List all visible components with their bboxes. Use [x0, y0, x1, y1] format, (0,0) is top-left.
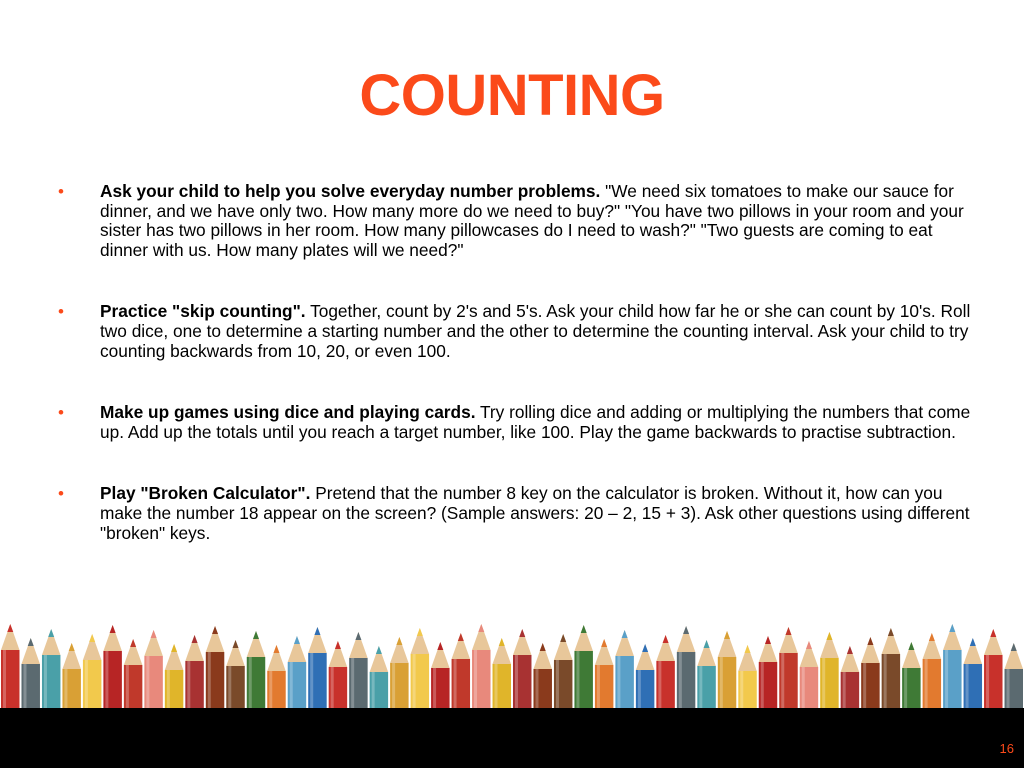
bullet-text: "We need six tomatoes to make our sauce for dinner, and we have only two. How many more do we need to buy?" "You have two pillows in your room and your sister has two pillows in her room. How many pillowcases do I need to wash?" "Two guests are coming to eat dinner with us. How many plates will we need?" — [100, 181, 964, 260]
bullet-item — [58, 484, 973, 543]
pencil-icon — [513, 629, 531, 710]
pencil-icon — [452, 633, 470, 710]
pencil-icon — [738, 645, 756, 710]
pencil-icon — [370, 646, 388, 710]
pencil-icon — [308, 627, 326, 710]
bullet-dot-icon: • — [58, 182, 64, 201]
pencil-icon — [288, 636, 306, 710]
slide-title: COUNTING — [359, 63, 665, 128]
pencil-icon — [697, 640, 715, 710]
pencil-icon — [21, 638, 39, 710]
pencil-icon — [861, 637, 879, 710]
pencil-icon — [62, 643, 80, 710]
bullet-heading: Play "Broken Calculator". — [100, 483, 311, 504]
pencil-icon — [759, 636, 777, 710]
pencil-icon — [820, 632, 838, 710]
bullet-dot-icon: • — [58, 484, 64, 504]
pencil-icon — [472, 624, 490, 710]
pencil-icon — [841, 646, 859, 710]
bullet-item — [58, 403, 973, 442]
bullet-text: Pretend that the number 8 key on the calculator is broken. Without it, how can you make the number 18 appear on the screen? (Sample answers: 20 – 2, 15 + 3). Ask other questions using different "broken" keys. — [100, 483, 970, 543]
pencil-icon — [493, 638, 511, 710]
bullet-text: Together, count by 2's and 5's. Ask your child how far he or she can count by 10's. Roll two dice, one to determine a starting number and the other to determine the counting interval. Ask your child to try counting backwards from 10, 20, or even 100. — [100, 301, 971, 361]
pencil-icon — [923, 633, 941, 710]
pencil-icon — [42, 629, 60, 710]
pencil-icon — [943, 624, 961, 710]
pencil-icon — [800, 641, 818, 710]
bullet-list — [58, 182, 973, 585]
pencil-icon — [390, 637, 408, 710]
pencil-icon — [1, 624, 19, 710]
pencil-icon — [595, 639, 613, 710]
pencil-icon — [636, 644, 654, 710]
pencil-icon — [677, 626, 695, 710]
footer-bar — [0, 708, 1024, 768]
pencil-icon — [431, 642, 449, 710]
pencil-icon — [574, 625, 592, 710]
pencil-icon — [533, 643, 551, 710]
bullet-dot-icon: • — [58, 403, 64, 423]
pencil-icon — [226, 640, 244, 710]
page-number: 16 — [999, 741, 1014, 756]
pencil-icon — [185, 635, 203, 710]
bullet-dot-icon: • — [58, 302, 64, 322]
pencil-icon — [1005, 643, 1023, 710]
pencil-icon — [247, 631, 265, 710]
pencil-icon — [144, 630, 162, 710]
bullet-item — [58, 302, 973, 361]
pencil-icon — [882, 628, 900, 710]
pencil-icon — [206, 626, 224, 710]
bullet-heading: Make up games using dice and playing cards. — [100, 402, 476, 423]
pencil-icon — [964, 638, 982, 710]
pencil-icon — [718, 631, 736, 710]
pencil-icon — [779, 627, 797, 710]
pencil-icon — [349, 632, 367, 710]
pencil-icon — [656, 635, 674, 710]
pencil-icon — [83, 634, 101, 710]
bullet-text: Try rolling dice and adding or multiplying the numbers that come up. Add up the totals until you reach a target number, like 100. Play the game backwards to practise subtraction. — [100, 402, 971, 442]
pencil-icon — [329, 641, 347, 710]
pencil-icon — [902, 642, 920, 710]
bullet-item — [58, 182, 973, 260]
pencil-icon — [267, 645, 285, 710]
bullet-heading: Practice "skip counting". — [100, 301, 306, 322]
colored-pencils-image — [0, 618, 1024, 710]
pencil-icon — [411, 628, 429, 710]
pencil-icon — [124, 639, 142, 710]
bullet-heading: Ask your child to help you solve everyday number problems. — [100, 181, 601, 201]
pencil-icon — [984, 629, 1002, 710]
pencil-icon — [554, 634, 572, 710]
pencil-icon — [615, 630, 633, 710]
pencil-icon — [103, 625, 121, 710]
pencil-icon — [165, 644, 183, 710]
